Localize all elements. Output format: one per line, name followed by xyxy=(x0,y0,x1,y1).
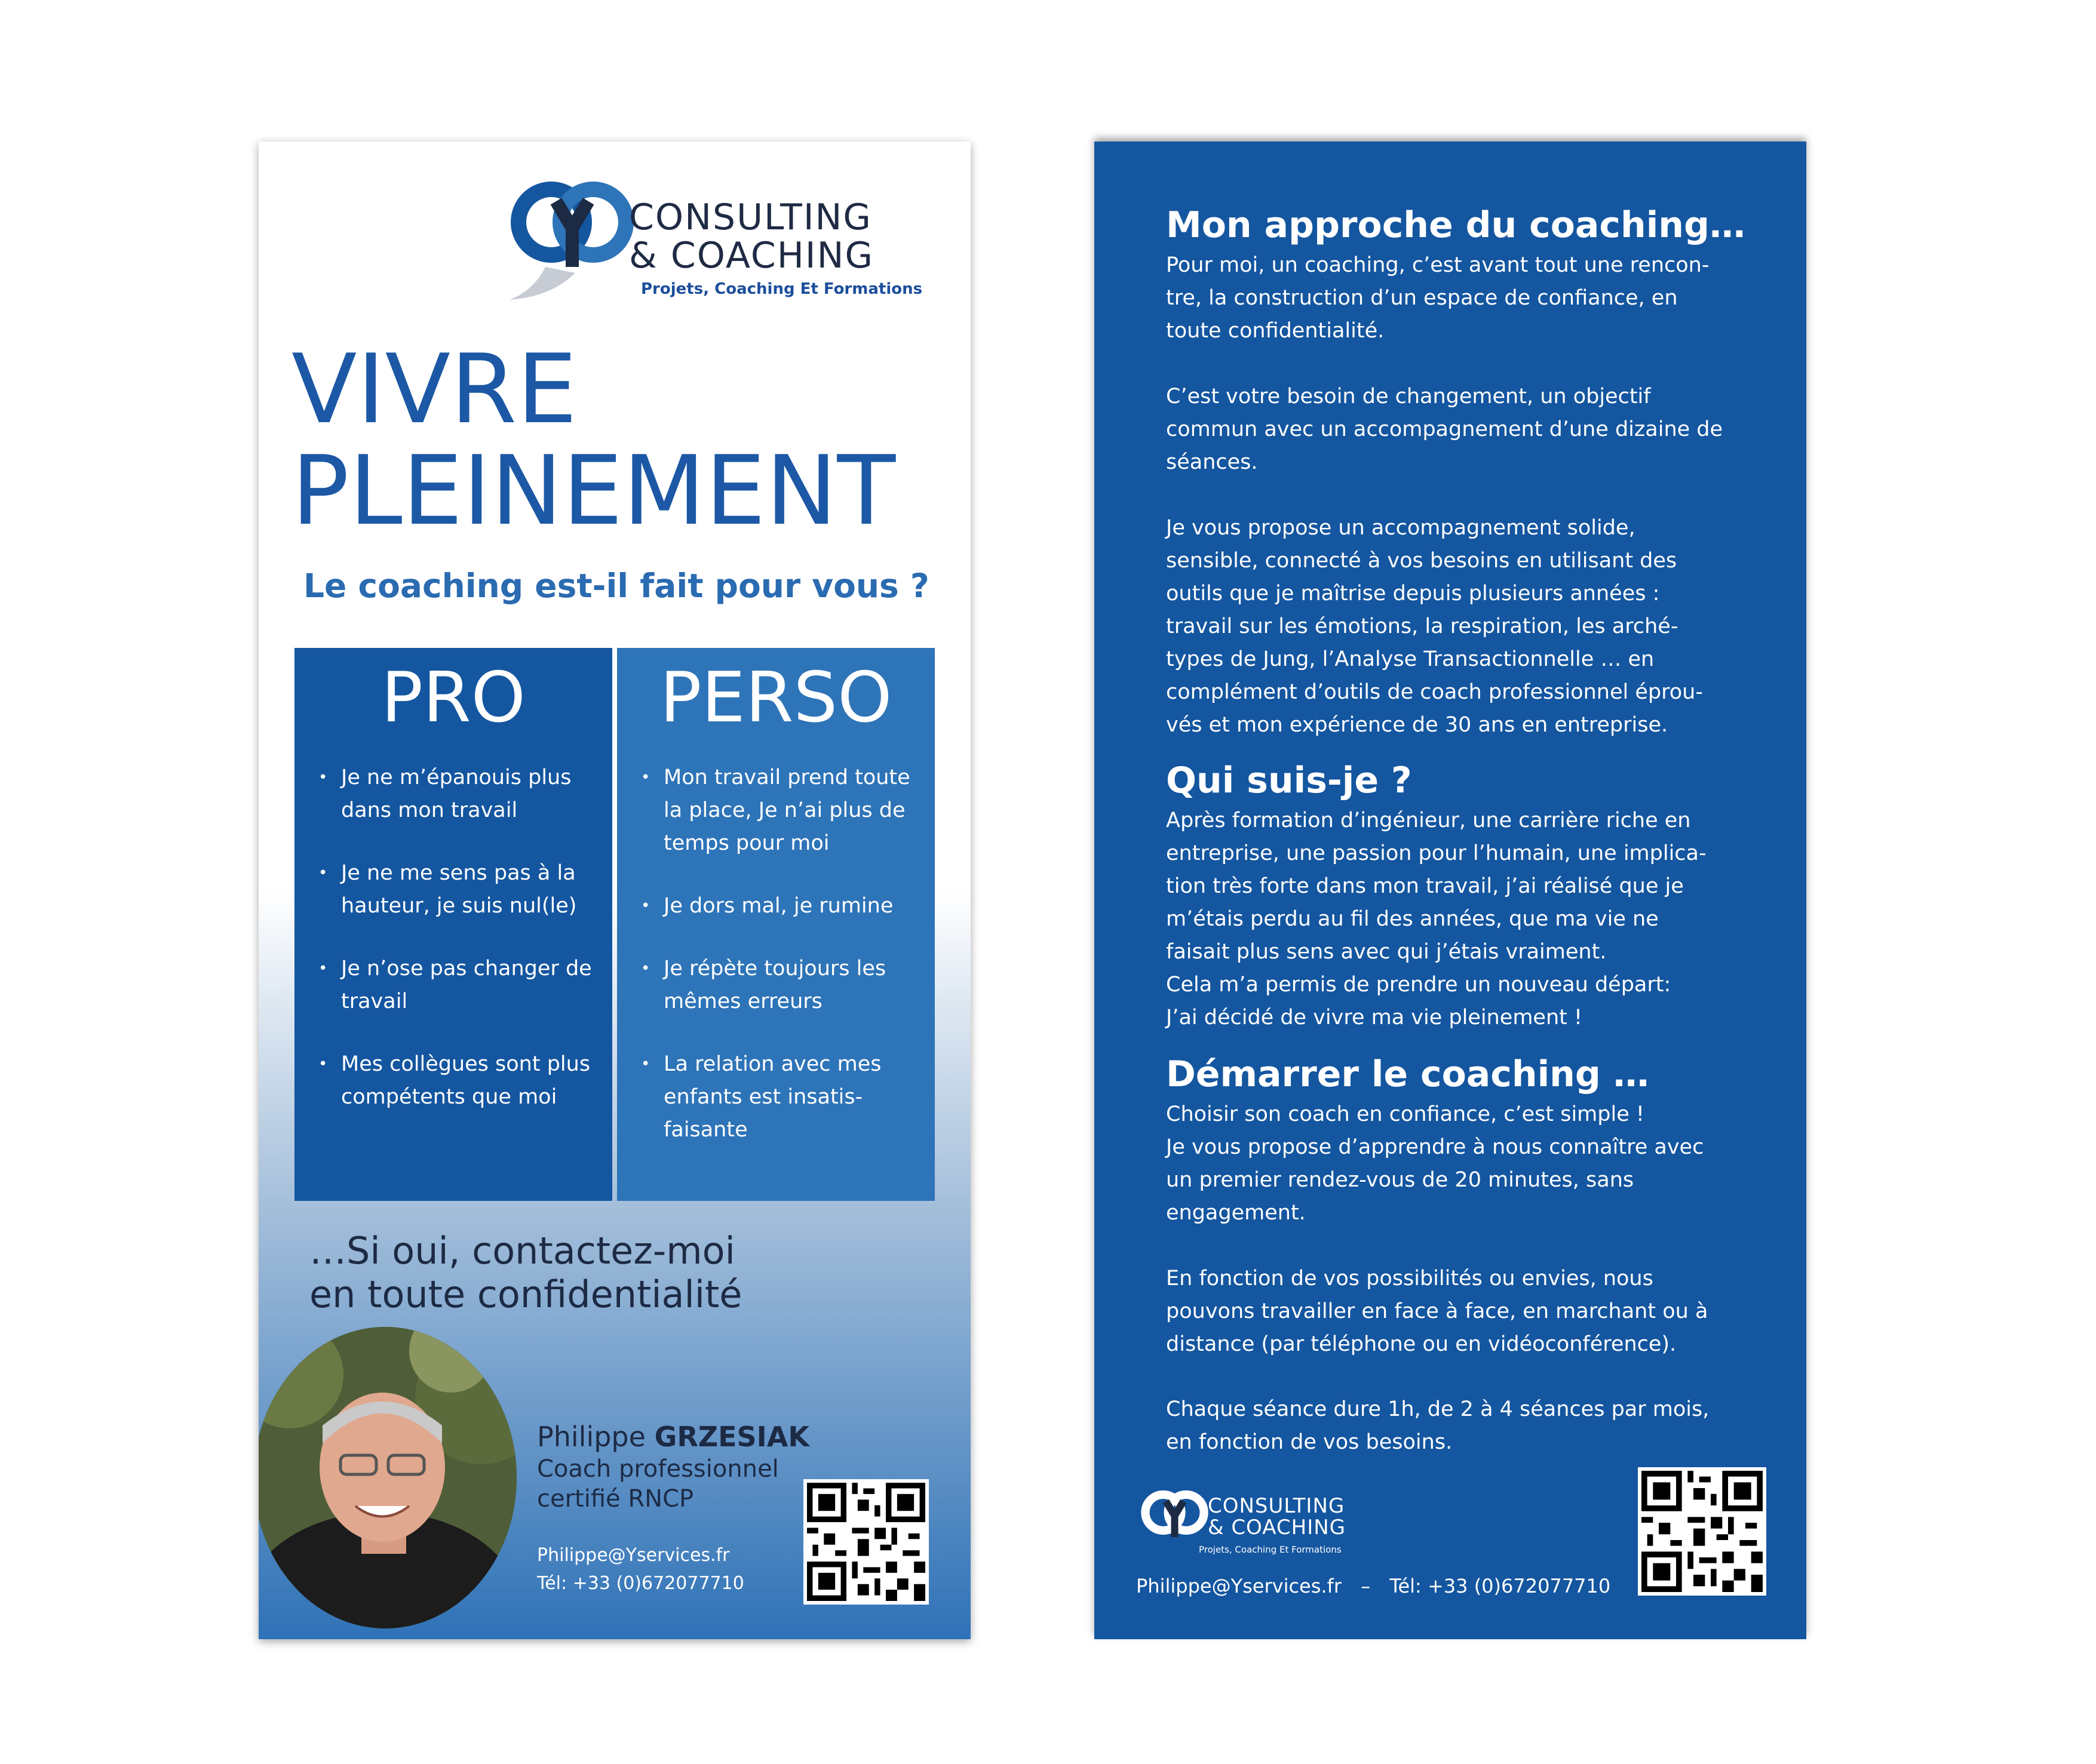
coach-name xyxy=(537,1421,809,1453)
list-item: • Je ne m’épanouis plus dans mon travail xyxy=(341,761,594,827)
coach-first-name: Philippe xyxy=(537,1421,646,1453)
logo xyxy=(510,177,928,309)
list-item: • Je ne me sens pas à la hauteur, je suis nul(le) xyxy=(341,857,594,923)
approach-paragraph-1: Pour moi, un coaching, c’est avant tout une rencon- tre, la construction d’un espace de confiance, en toute confidentialité. xyxy=(1166,253,1710,343)
coach-last-name: GRZESIAK xyxy=(654,1421,810,1453)
pro-heading: PRO xyxy=(381,657,526,738)
pro-column xyxy=(294,648,612,1201)
coach-role-line2: certifié RNCP xyxy=(537,1485,694,1513)
logo-line1: CONSULTING xyxy=(1208,1494,1345,1518)
logo-line2: & COACHING xyxy=(1208,1516,1346,1539)
list-item: • Mes collègues sont plus compétents que moi xyxy=(341,1048,594,1114)
contact-line1: …Si oui, contactez-moi xyxy=(309,1229,735,1273)
about-paragraph: Après formation d’ingénieur, une carrière riche en entreprise, une passion pour l’humain, une implica- tion très forte dans mon travail, j’ai réalisé que je m’étais perdu au fil des années, que ma vie ne faisait plus sens avec qui j’étais vraiment. Cela m’a permis de prendre un nouveau départ: J’ai décidé de vivre ma vie pleinement ! xyxy=(1166,809,1707,1029)
perso-heading: PERSO xyxy=(659,657,892,738)
perso-column xyxy=(617,648,935,1201)
title-line2: PLEINEMENT xyxy=(291,435,896,546)
phone-number: Tél: +33 (0)672077710 xyxy=(1389,1575,1611,1597)
title-line1: VIVRE xyxy=(291,333,578,445)
flyer-back xyxy=(1094,142,1806,1639)
list-item: • Je répète toujours les mêmes erreurs xyxy=(664,952,917,1018)
start-paragraph-1: Choisir son coach en confiance, c’est simple ! Je vous propose d’apprendre à nous connaître avec un premier rendez-vous de 20 minutes, sans engagement. xyxy=(1166,1102,1704,1225)
email-link[interactable]: Philippe@Yservices.fr xyxy=(1136,1575,1342,1597)
flyer-front xyxy=(259,142,971,1639)
list-item: • La relation avec mes enfants est insatis-faisante xyxy=(664,1048,917,1147)
logo-small xyxy=(1139,1488,1390,1566)
contact-separator: – xyxy=(1361,1575,1371,1597)
about-heading: Qui suis-je ? xyxy=(1166,760,1412,801)
question-heading: Le coaching est-il fait pour vous ? xyxy=(303,567,929,605)
approach-paragraph-2: C’est votre besoin de changement, un objectif commun avec un accompagnement d’une dizaine de séances. xyxy=(1166,385,1723,474)
email-link[interactable]: Philippe@Yservices.fr xyxy=(537,1545,730,1566)
start-paragraph-3: Chaque séance dure 1h, de 2 à 4 séances par mois, en fonction de vos besoins. xyxy=(1166,1397,1710,1454)
coach-role-line1: Coach professionnel xyxy=(537,1455,779,1483)
phone-number: Tél: +33 (0)672077710 xyxy=(537,1573,744,1594)
approach-paragraph-3: Je vous propose un accompagnement solide, sensible, connecté à vos besoins en utilisant des outils que je maîtrise depuis plusieurs années : travail sur les émotions, la respiration, les arché- types de Jung, l’Analyse Transactionnelle … en complément d’outils de coach professionnel éprou- vés et mon expérience de 30 ans en entreprise. xyxy=(1166,516,1703,737)
contact-line2: en toute confidentialité xyxy=(309,1273,742,1316)
pro-list xyxy=(294,761,612,1144)
logo-tagline: Projets, Coaching Et Formations xyxy=(641,280,923,298)
qr-code-icon[interactable] xyxy=(1638,1467,1766,1596)
logo-tagline: Projets, Coaching Et Formations xyxy=(1199,1544,1342,1555)
logo-line2: & COACHING xyxy=(629,235,874,276)
logo-line1: CONSULTING xyxy=(629,196,872,238)
start-paragraph-2: En fonction de vos possibilités ou envies, nous pouvons travailler en face à face, en marchant ou à distance (par téléphone ou en vidéoconférence). xyxy=(1166,1267,1708,1356)
list-item: • Mon travail prend toute la place, Je n’ai plus de temps pour moi xyxy=(664,761,917,860)
back-contact-line xyxy=(1136,1575,1610,1597)
coach-photo xyxy=(259,1327,517,1628)
approach-heading: Mon approche du coaching… xyxy=(1166,204,1745,246)
logo-rings-icon xyxy=(510,177,647,309)
qr-code-icon[interactable] xyxy=(803,1479,929,1605)
start-heading: Démarrer le coaching … xyxy=(1166,1053,1649,1095)
list-item: • Je n’ose pas changer de travail xyxy=(341,952,594,1018)
list-item: • Je dors mal, je rumine xyxy=(664,890,917,923)
coach-portrait-icon xyxy=(259,1327,517,1628)
perso-list xyxy=(617,761,935,1176)
